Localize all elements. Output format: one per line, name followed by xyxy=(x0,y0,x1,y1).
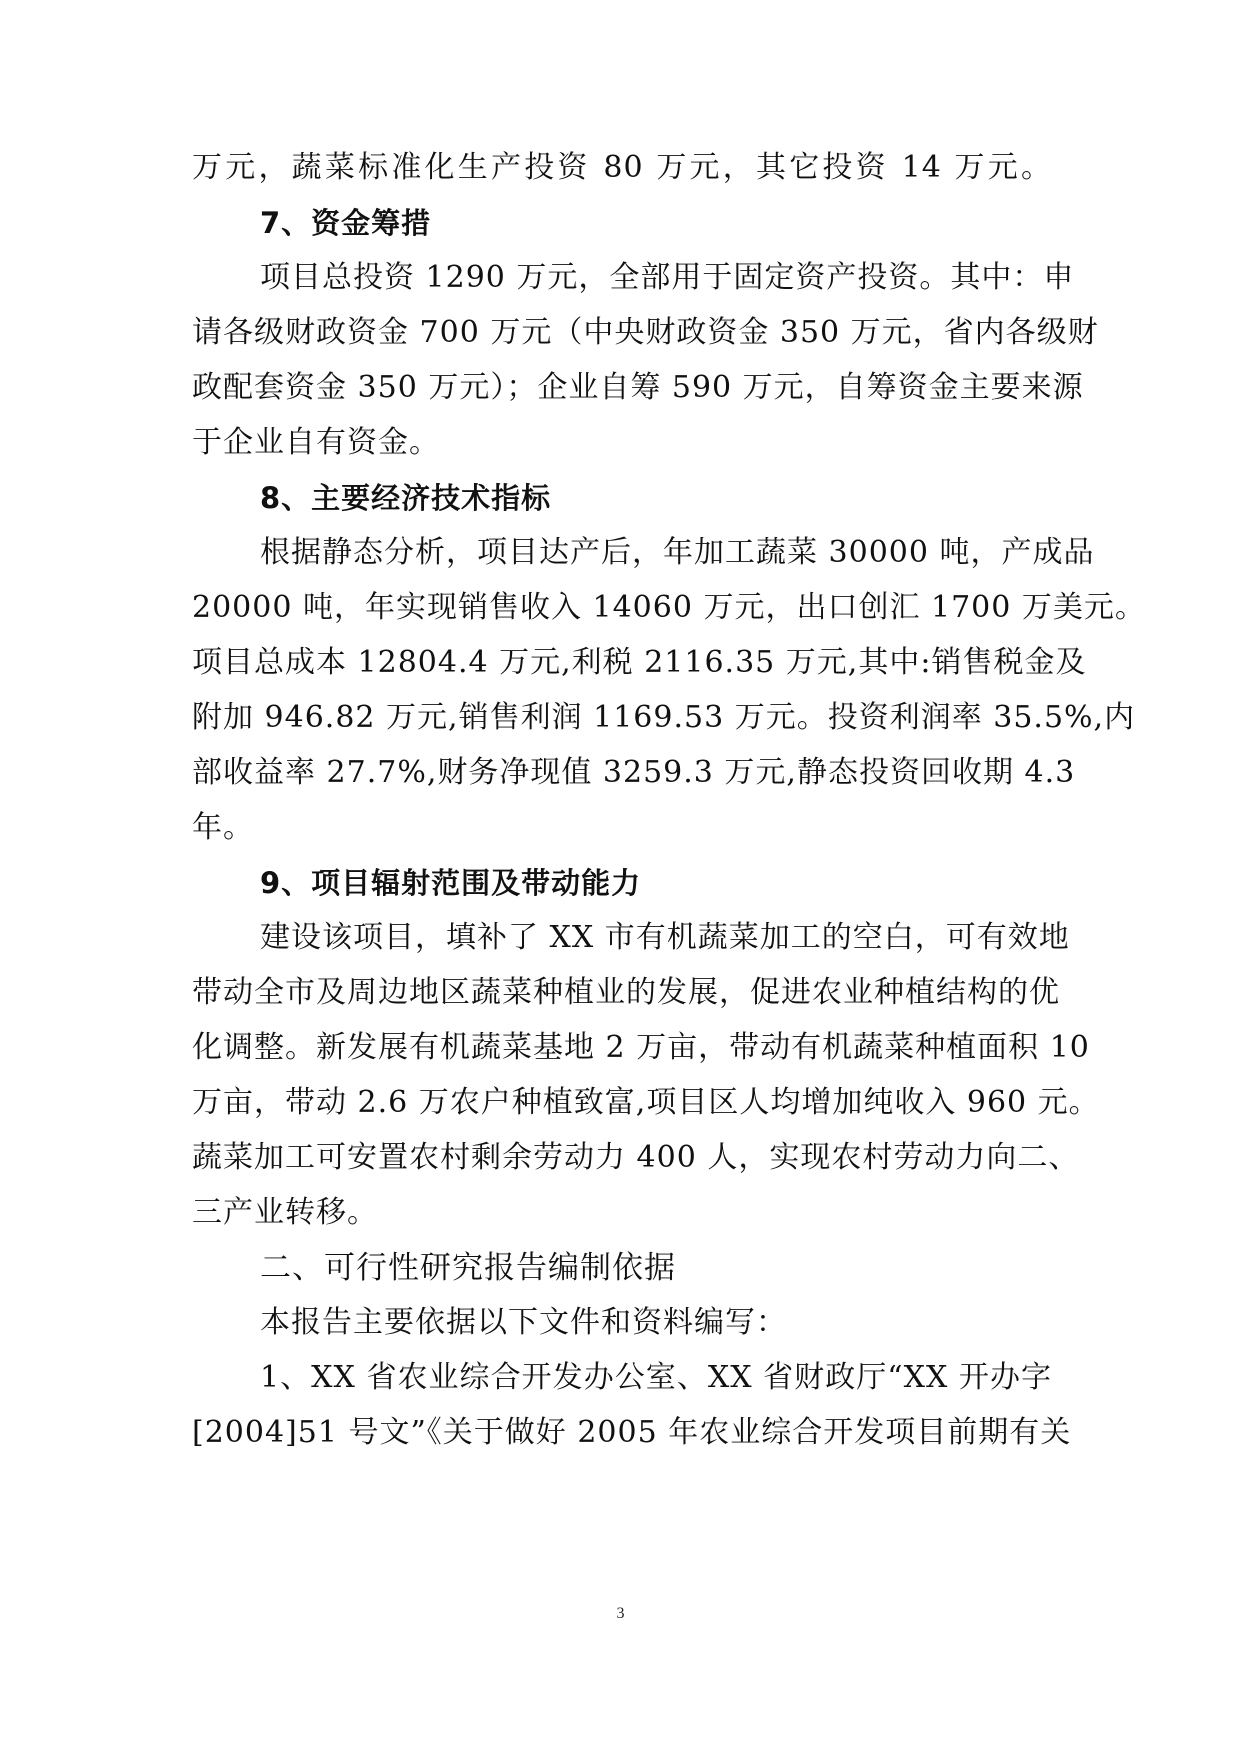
section-heading-8: 8、主要经济技术指标 xyxy=(260,481,552,515)
body-text-line: 项目总投资 1290 万元，全部用于固定资产投资。其中：申 xyxy=(260,260,1075,295)
body-text-line: 带动全市及周边地区蔬菜种植业的发展，促进农业种植结构的优 xyxy=(192,975,1060,1010)
body-text-line: 建设该项目，填补了 XX 市有机蔬菜加工的空白，可有效地 xyxy=(260,920,1070,955)
page-number: 3 xyxy=(616,1605,625,1622)
body-text-line: 本报告主要依据以下文件和资料编写： xyxy=(260,1305,787,1340)
body-text-line: 年。 xyxy=(192,810,254,845)
body-text-line: 部收益率 27.7%,财务净现值 3259.3 万元,静态投资回收期 4.3 xyxy=(192,755,1076,790)
body-text-line: 蔬菜加工可安置农村剩余劳动力 400 人，实现农村劳动力向二、 xyxy=(192,1140,1080,1175)
section-heading-9: 9、项目辐射范围及带动能力 xyxy=(260,866,642,900)
body-text-line: 万亩，带动 2.6 万农户种植致富,项目区人均增加纯收入 960 元。 xyxy=(192,1085,1100,1120)
chapter-section-title: 二、可行性研究报告编制依据 xyxy=(260,1250,676,1286)
section-heading-7: 7、资金筹措 xyxy=(260,206,432,240)
body-text-line: 化调整。新发展有机蔬菜基地 2 万亩，带动有机蔬菜种植面积 10 xyxy=(192,1030,1090,1065)
body-text-line: 万元，蔬菜标准化生产投资 80 万元，其它投资 14 万元。 xyxy=(192,150,1052,185)
body-text-line: 1、XX 省农业综合开发办公室、XX 省财政厅“XX 开办字 xyxy=(260,1360,1052,1395)
body-text-line: 政配套资金 350 万元）；企业自筹 590 万元，自筹资金主要来源 xyxy=(192,370,1084,405)
body-text-line: 请各级财政资金 700 万元（中央财政资金 350 万元，省内各级财 xyxy=(192,315,1099,350)
body-text-line: 根据静态分析，项目达产后，年加工蔬菜 30000 吨，产成品 xyxy=(260,535,1095,570)
body-text-line: 附加 946.82 万元,销售利润 1169.53 万元。投资利润率 35.5%,内 xyxy=(192,700,1136,735)
body-text-line: 于企业自有资金。 xyxy=(192,425,440,460)
body-text-line: 20000 吨，年实现销售收入 14060 万元，出口创汇 1700 万美元。 xyxy=(192,590,1146,625)
body-text-line: 三产业转移。 xyxy=(192,1195,378,1230)
body-text-line: 项目总成本 12804.4 万元,利税 2116.35 万元,其中:销售税金及 xyxy=(192,645,1087,680)
body-text-line: [2004]51 号文”《关于做好 2005 年农业综合开发项目前期有关 xyxy=(192,1415,1072,1450)
